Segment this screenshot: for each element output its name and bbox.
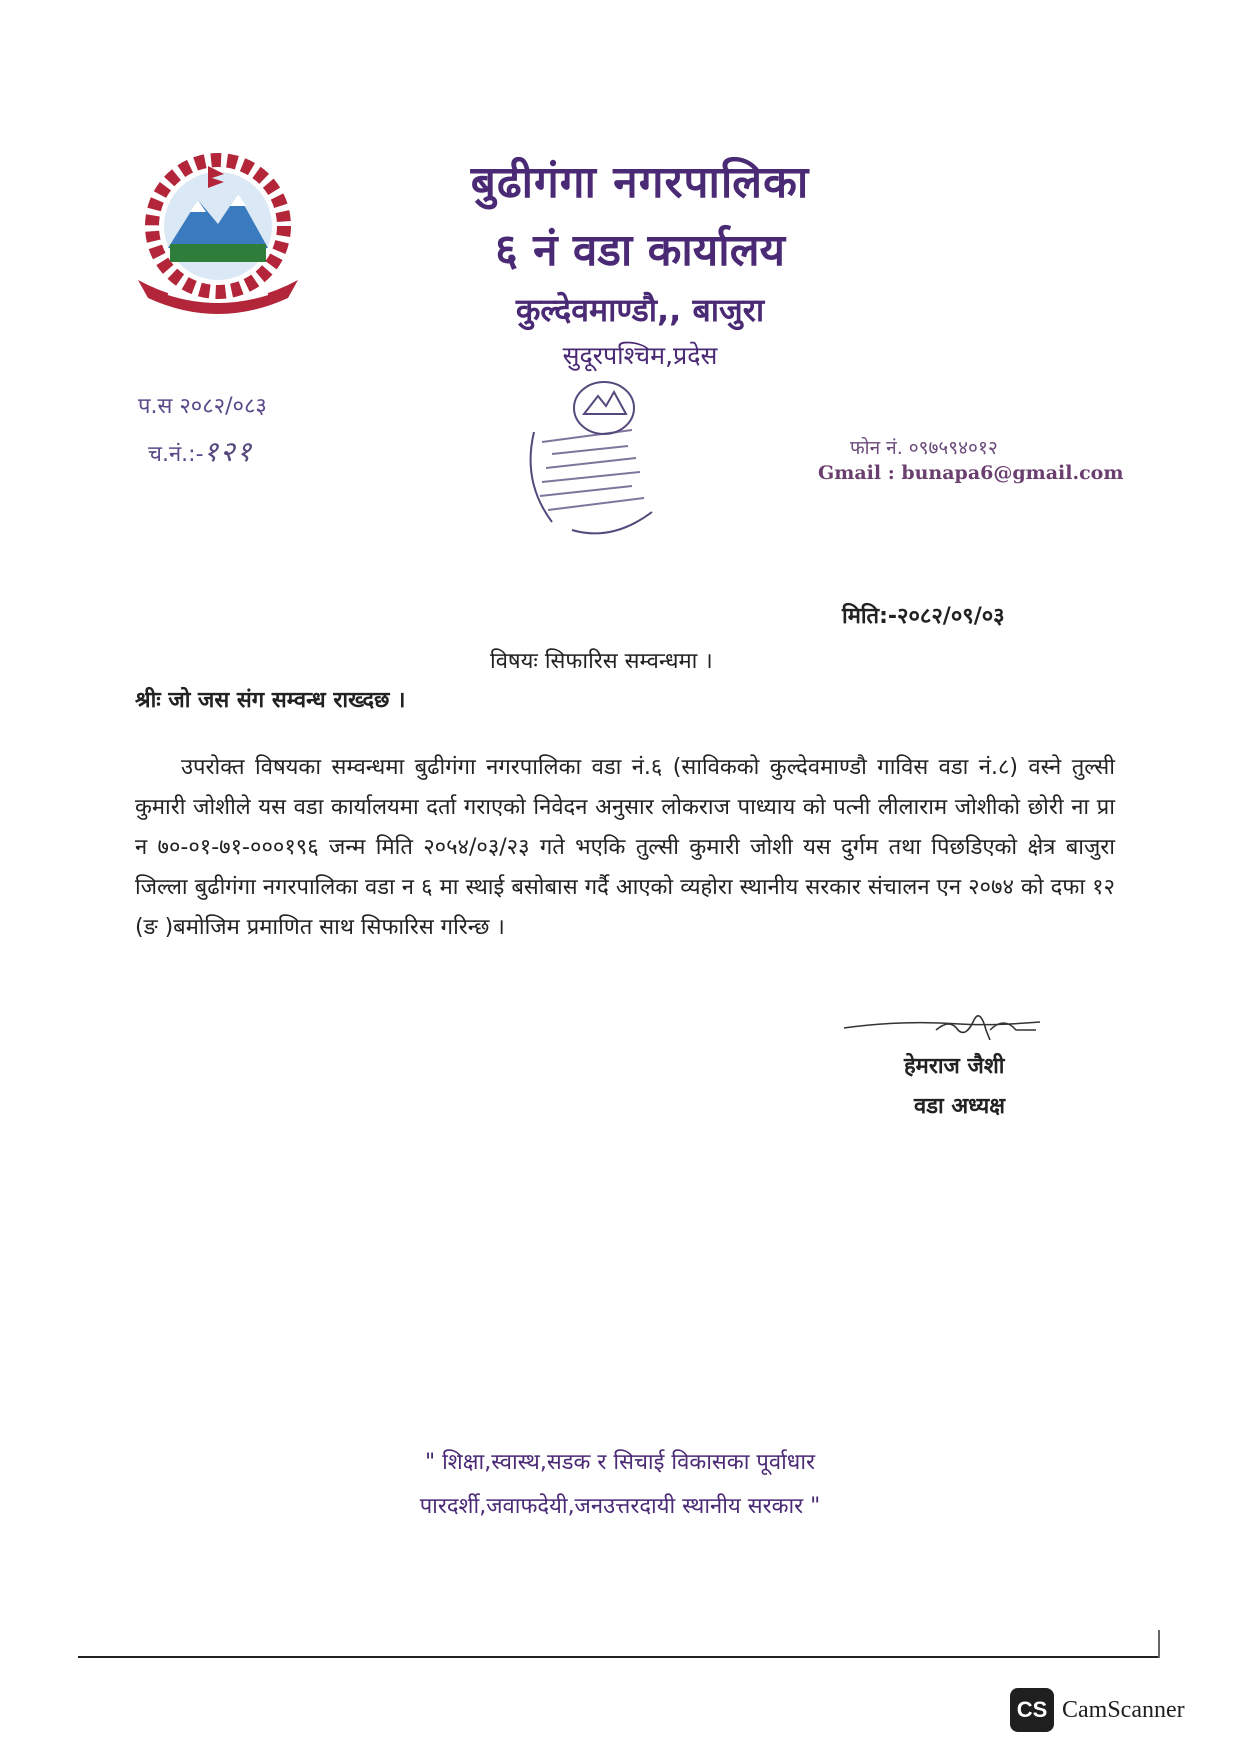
footer-divider [78, 1656, 1158, 1658]
letter-subject: विषयः सिफारिस सम्वन्धमा । [490, 649, 713, 674]
page-edge-mark [1158, 1630, 1160, 1658]
motto-line-2: पारदर्शी,जवाफदेयी,जनउत्तरदायी स्थानीय सरकार " [419, 1494, 821, 1519]
letter-salutation: श्रीः जो जस संग सम्वन्ध राख्दछ । [135, 688, 406, 713]
letterhead-municipality: बुढीगंगा नगरपालिका [470, 157, 810, 208]
email-address[interactable]: Gmail : bunapa6@gmail.com [818, 462, 1124, 484]
handwritten-signature [840, 1000, 1050, 1050]
camscanner-label: CamScanner [1062, 1696, 1185, 1723]
chalani-number [148, 432, 253, 470]
camscanner-watermark [1010, 1688, 1185, 1732]
signatory-title: वडा अध्यक्ष [914, 1094, 1005, 1119]
chalani-value: १२१ [203, 435, 254, 468]
motto-line-1: " शिक्षा,स्वास्थ,सडक र सिचाई विकासका पूर्वाधार [424, 1450, 816, 1475]
patra-sankhya: प.स २०८२/०८३ [138, 394, 267, 419]
signatory-name: हेमराज जैशी [904, 1054, 1005, 1079]
letter-body: उपरोक्त विषयका सम्वन्धमा बुढीगंगा नगरपालिका वडा नं.६ (साविकको कुल्देवमाण्डौ गाविस वडा नं.८) वस्ने तुल्सी कुमारी जोशीले यस वडा कार्यालयमा दर्ता गराएको निवेदन अनुसार लोकराज पाध्याय को पत्नी लीलाराम जोशीको छोरी ना प्रा न ७०-०१-७१-०००१९६ जन्म मिति २०५४/०३/२३ गते भएकि तुल्सी कुमारी जोशी यस दुर्गम तथा पिछडिएको क्षेत्र बाजुरा जिल्ला बुढीगंगा नगरपालिका वडा न ६ मा स्थाई बसोबास गर्दै आएको व्यहोरा स्थानीय सरकार संचालन एन २०७४ को दफा १२ (ङ )बमोजिम प्रमाणित साथ सिफारिस गरिन्छ । [135, 755, 1115, 940]
camscanner-logo-icon: CS [1010, 1688, 1054, 1732]
chalani-label: च.नं.:- [148, 442, 204, 467]
office-stamp-icon [512, 372, 690, 540]
letterhead-province: सुदूरपश्चिम,प्रदेस [562, 341, 718, 370]
letter-date: मिति:-२०८२/०९/०३ [842, 604, 1005, 629]
nepal-emblem-icon [128, 148, 308, 318]
phone-number: फोन नं. ०९७५९४०१२ [850, 437, 998, 459]
letterhead-ward-office: ६ नं वडा कार्यालय [494, 225, 786, 276]
letterhead-address: कुल्देवमाण्डौ,, बाजुरा [515, 291, 765, 329]
